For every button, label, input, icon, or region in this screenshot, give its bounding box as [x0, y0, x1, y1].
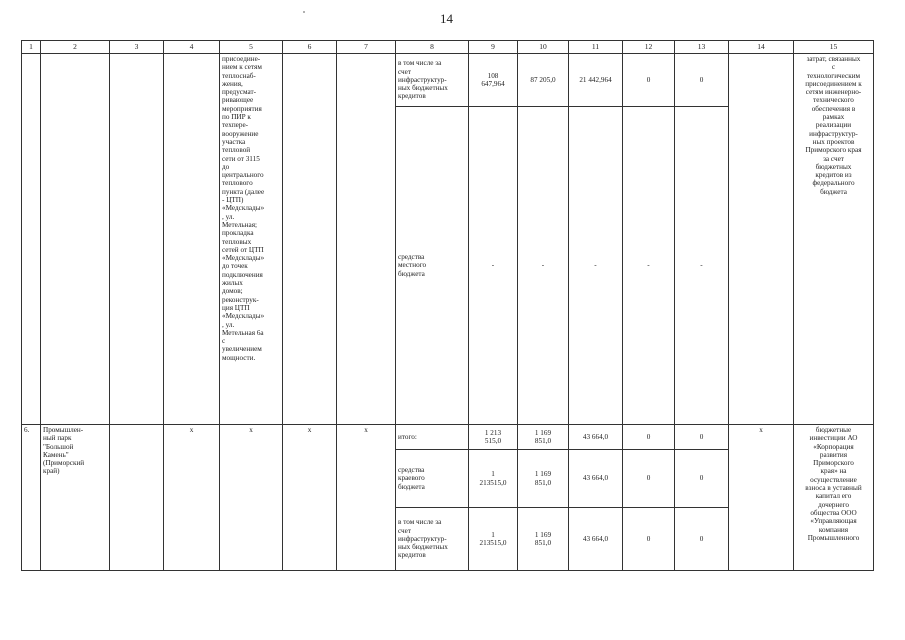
source-label: в том числе за счет инфраструктур- ных бюджетных кредитов: [396, 508, 469, 571]
scan-speck: [303, 11, 305, 13]
value-cell: -: [623, 107, 675, 425]
value-cell: 1 213515,0: [469, 508, 518, 571]
row-number: 6.: [22, 425, 41, 571]
cell: [110, 425, 164, 571]
value-cell: 0: [675, 450, 729, 508]
col-header: 3: [110, 41, 164, 54]
cell: х: [283, 425, 337, 571]
value-cell: 1 169 851,0: [518, 508, 569, 571]
cell: х: [164, 425, 220, 571]
value-cell: 0: [675, 54, 729, 107]
col-header: 1: [22, 41, 41, 54]
cell: [164, 54, 220, 425]
table-row: [22, 425, 874, 450]
value-cell: 0: [675, 425, 729, 450]
measure-description: присоедине- нием к сетям теплоснаб- жения, предусмат- ривающее мероприятия по ПИР к техпере- вооружение участка тепловой сети от 3115 до центрального теплового пункта (далее - ЦТП) «Медсклады» , ул. Метельная; прокладка тепловых сетей от ЦТП «Медсклады» до точек подключения жилых домов; реконструк- ция ЦТП «Медсклады» , ул. Метельная 6а с увеличением мощности.: [220, 54, 283, 425]
value-cell: -: [569, 107, 623, 425]
cell: [22, 54, 41, 425]
col-header: 4: [164, 41, 220, 54]
value-cell: 0: [623, 425, 675, 450]
page-number: 14: [440, 11, 453, 26]
col-header: 7: [337, 41, 396, 54]
header-row: [22, 41, 874, 54]
col-header: 12: [623, 41, 675, 54]
source-label: в том числе за счет инфраструктур- ных бюджетных кредитов: [396, 54, 469, 107]
note-cell: затрат, связанных с технологическим присоединением к сетям инженерно- технического обеспечения в рамках реализации инфраструктур- ных проектов Приморского края за счет бюджетных кредитов из федерального бюджета: [794, 54, 874, 425]
value-cell: -: [518, 107, 569, 425]
value-cell: 1 169 851,0: [518, 450, 569, 508]
value-cell: 87 205,0: [518, 54, 569, 107]
col-header: 2: [41, 41, 110, 54]
col-header: 5: [220, 41, 283, 54]
value-cell: 1 169 851,0: [518, 425, 569, 450]
cell: [337, 54, 396, 425]
value-cell: 43 664,0: [569, 425, 623, 450]
cell: [41, 54, 110, 425]
source-label: итого:: [396, 425, 469, 450]
note-cell: бюджетные инвестиции АО «Корпорация развития Приморского края» на осуществление взноса в уставный капитал его дочернего общества ООО «Управляющая компания Промышленного: [794, 425, 874, 571]
cell: [729, 54, 794, 425]
col-header: 14: [729, 41, 794, 54]
col-header: 15: [794, 41, 874, 54]
col-header: 8: [396, 41, 469, 54]
value-cell: 1 213515,0: [469, 450, 518, 508]
cell: х: [220, 425, 283, 571]
col-header: 13: [675, 41, 729, 54]
col-header: 6: [283, 41, 337, 54]
budget-table: [21, 40, 874, 571]
value-cell: -: [469, 107, 518, 425]
object-name: Промышлен- ный парк "Большой Камень" (Приморский край): [41, 425, 110, 571]
source-label: средства местного бюджета: [396, 107, 469, 425]
cell: х: [729, 425, 794, 571]
value-cell: -: [675, 107, 729, 425]
cell: х: [337, 425, 396, 571]
value-cell: 108 647,964: [469, 54, 518, 107]
source-label: средства краевого бюджета: [396, 450, 469, 508]
cell: [283, 54, 337, 425]
col-header: 11: [569, 41, 623, 54]
value-cell: 0: [623, 450, 675, 508]
col-header: 9: [469, 41, 518, 54]
value-cell: 43 664,0: [569, 508, 623, 571]
cell: [110, 54, 164, 425]
value-cell: 43 664,0: [569, 450, 623, 508]
value-cell: 1 213 515,0: [469, 425, 518, 450]
value-cell: 0: [623, 508, 675, 571]
table-row: [22, 54, 874, 107]
value-cell: 0: [675, 508, 729, 571]
value-cell: 21 442,964: [569, 54, 623, 107]
col-header: 10: [518, 41, 569, 54]
value-cell: 0: [623, 54, 675, 107]
